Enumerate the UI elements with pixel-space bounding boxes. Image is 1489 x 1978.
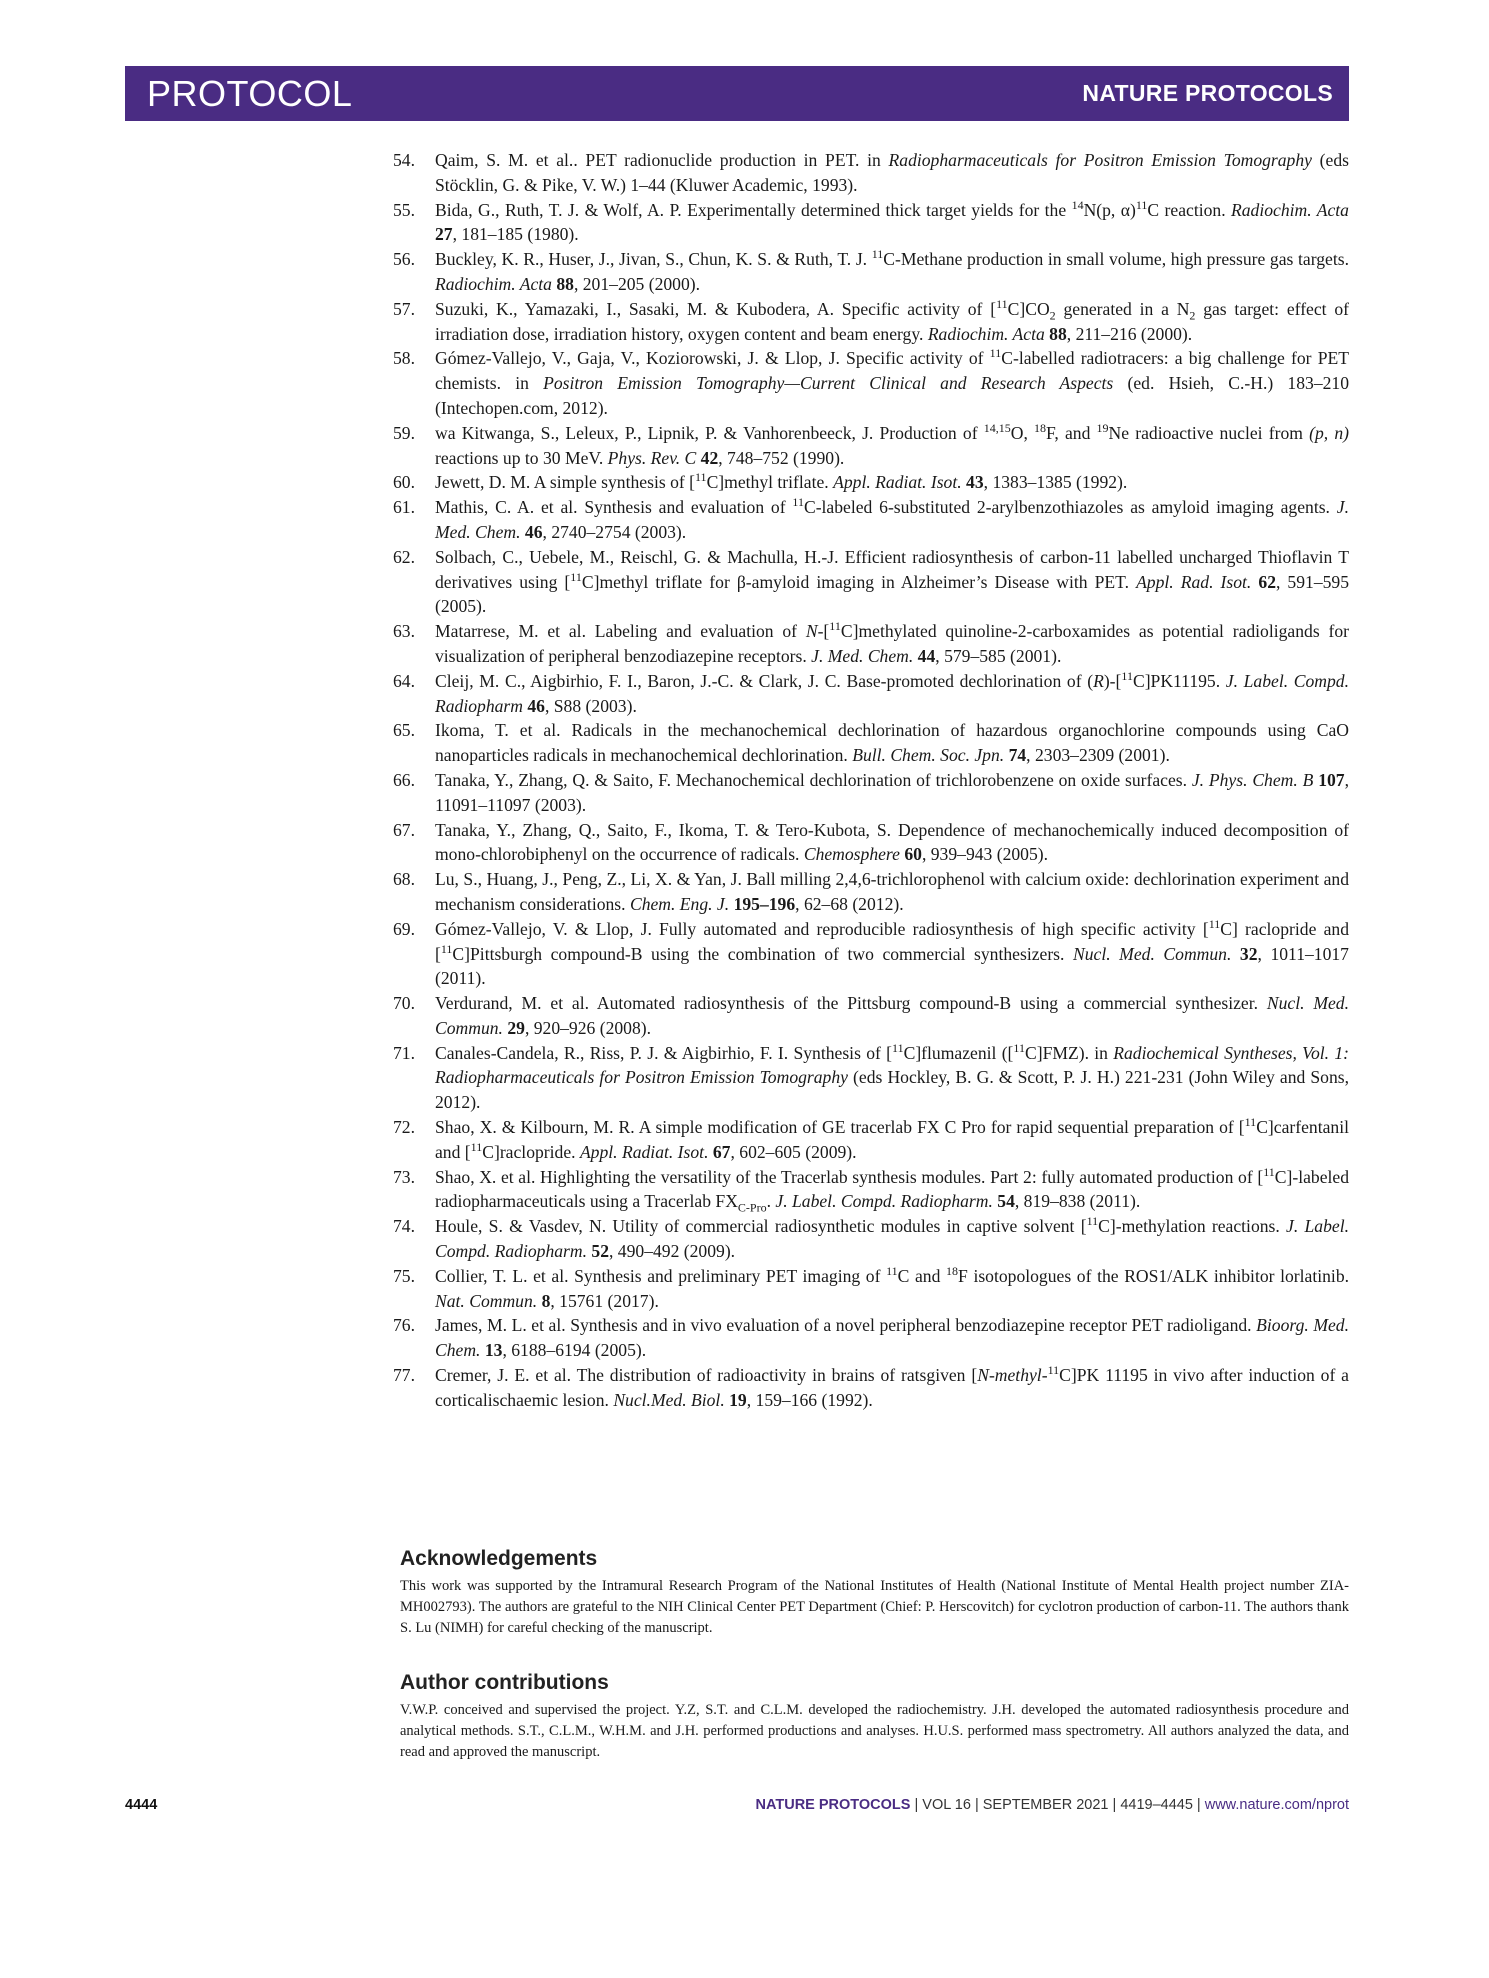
reference-number: 70. <box>393 993 415 1014</box>
reference-text: Gómez-Vallejo, V., Gaja, V., Koziorowski, J. & Llop, J. Specific activity of $^{11}$C-labelled radiotracers: a big challenge for PET chemists. in Positron Emission Tomography—Current Clinical and Research Aspects (ed. Hsieh, C.-H.) 183–210 (Intechopen.com, 2012). <box>435 346 1350 418</box>
reference-text: Lu, S., Huang, J., Peng, Z., Li, X. & Yan, J. Ball milling 2,4,6-trichlorophenol with calcium oxide: dechlorination experiment and mechanism considerations. Chem. Eng. J. 195–196, 62–68 (2012). <box>435 869 1349 914</box>
reference-text: Tanaka, Y., Zhang, Q. & Saito, F. Mechanochemical dechlorination of trichlorobenzene on oxide surfaces. J. Phys. Chem. B 107, 11091–11097 (2003). <box>435 769 1349 815</box>
header-banner <box>125 66 1349 121</box>
acknowledgements-section <box>400 1547 1349 1639</box>
reference-text: Solbach, C., Uebele, M., Reischl, G. & Machulla, H.-J. Efficient radiosynthesis of carbon-11 labelled uncharged Thioflavin T derivatives using [$^{11}$C]methyl triflate for β-amyloid imaging in Alzheimer’s Disease with PET. Appl. Rad. Isot. 62, 591–595 (2005). <box>435 546 1350 617</box>
reference-item <box>393 1214 1349 1264</box>
reference-number: 63. <box>393 621 415 642</box>
reference-item <box>393 1041 1349 1115</box>
reference-item <box>393 669 1349 719</box>
reference-item <box>393 768 1349 818</box>
reference-number: 57. <box>393 298 415 319</box>
reference-text: Ikoma, T. et al. Radicals in the mechanochemical dechlorination of hazardous organochlorine compounds using CaO nanoparticles radicals in mechanochemical dechlorination. Bull. Chem. Soc. Jpn. 74, 2303–2309 (2001). <box>435 720 1349 766</box>
reference-text: Suzuki, K., Yamazaki, I., Sasaki, M. & Kubodera, A. Specific activity of $[^{11}C]CO_2$ generated in a $N_2$ gas target: effect of irradiation dose, irradiation history, oxygen content and beam energy. Radiochim. Acta 88, 211–216 (2000). <box>435 296 1349 344</box>
reference-item <box>393 818 1349 868</box>
reference-text: Cleij, M. C., Aigbirhio, F. I., Baron, J.-C. & Clark, J. C. Base-promoted dechlorination of (R)-[$^{11}$C]PK11195. J. Label. Compd. Radiopharm 46, S88 (2003). <box>435 668 1349 716</box>
reference-number: 67. <box>393 819 415 840</box>
reference-text: Canales-Candela, R., Riss, P. J. & Aigbirhio, F. I. Synthesis of [$^{11}$C]flumazenil ([$^{11}$C]FMZ). in Radiochemical Syntheses, Vol. 1: Radiopharmaceuticals for Positron Emission Tomography (eds Hockley, B. G. & Scott, P. J. H.) 221-231 (John Wiley and Sons, 2012). <box>435 1040 1349 1113</box>
footer-journal: NATURE PROTOCOLS <box>755 1797 911 1813</box>
reference-text: Gómez-Vallejo, V. & Llop, J. Fully automated and reproducible radiosynthesis of high specific activity [$^{11}$C] raclopride and [$^{11}$C]Pittsburgh compound-B using the combination of two commercial synthesizers. Nucl. Med. Commun. 32, 1011–1017 (2011). <box>435 916 1349 989</box>
reference-item <box>393 1264 1349 1314</box>
reference-item <box>393 470 1349 495</box>
reference-item <box>393 346 1349 420</box>
reference-text: Bida, G., Ruth, T. J. & Wolf, A. P. Experimentally determined thick target yields for the $^{14}$N(p, α)$^{11}$C reaction. Radiochim. Acta 27, 181–185 (1980). <box>435 197 1349 245</box>
acknowledgements-heading: Acknowledgements <box>400 1547 598 1570</box>
reference-text: Cremer, J. E. et al. The distribution of radioactivity in brains of ratsgiven [N-methyl-$^{11}$C]PK 11195 in vivo after induction of a corticalischaemic lesion. Nucl.Med. Biol. 19, 159–166 (1992). <box>435 1363 1349 1410</box>
reference-item <box>393 619 1349 669</box>
reference-item <box>393 297 1349 347</box>
reference-number: 62. <box>393 546 415 567</box>
footer-url-link[interactable]: www.nature.com/nprot <box>1204 1797 1349 1813</box>
reference-text: Collier, T. L. et al. Synthesis and preliminary PET imaging of $^{11}$C and $^{18}$F isotopologues of the ROS1/ALK inhibitor lorlatinib. Nat. Commun. 8, 15761 (2017). <box>435 1264 1350 1311</box>
reference-list <box>393 148 1349 1413</box>
reference-item <box>393 495 1349 545</box>
reference-number: 73. <box>393 1166 415 1187</box>
reference-number: 69. <box>393 918 415 939</box>
reference-item <box>393 718 1349 768</box>
reference-text: Tanaka, Y., Zhang, Q., Saito, F., Ikoma, T. & Tero-Kubota, S. Dependence of mechanochemically induced decomposition of mono-chlorobiphenyl on the occurrence of radicals. Chemosphere 60, 939–943 (2005). <box>435 819 1349 865</box>
footer-separator: | <box>1108 1797 1121 1813</box>
author-contributions-text: V.W.P. conceived and supervised the project. Y.Z, S.T. and C.L.M. developed the radiochemistry. J.H. developed the automated radiosynthesis procedure and analytical methods. S.T., C.L.M., W.H.M. and J.H. performed productions and analyses. H.U.S. performed mass spectrometry. All authors analyzed the data, and read and approved the manuscript. <box>400 1702 1349 1760</box>
reference-number: 61. <box>393 497 415 518</box>
reference-text: Shao, X. et al. Highlighting the versatility of the Tracerlab synthesis modules. Part 2: fully automated production of [$^{11}$C]-labeled radiopharmaceuticals using a Tracerlab $FX_{C-Pro}$. J. Label. Compd. Radiopharm. 54, 819–838 (2011). <box>435 1164 1349 1215</box>
page-number: 4444 <box>125 1797 158 1813</box>
reference-number: 58. <box>393 348 415 369</box>
reference-item <box>393 421 1349 471</box>
reference-item <box>393 1363 1349 1413</box>
acknowledgements-text: This work was supported by the Intramural Research Program of the National Institutes of Health (National Institute of Mental Health project number ZIA-MH002793). The authors are grateful to the NIH Clinical Center PET Department (Chief: P. Herscovitch) for cyclotron production of carbon-11. The authors thank S. Lu (NIMH) for careful checking of the manuscript. <box>400 1578 1349 1636</box>
reference-number: 77. <box>393 1365 415 1386</box>
reference-number: 68. <box>393 869 415 890</box>
footer-pages: 4419–4445 <box>1120 1797 1193 1813</box>
reference-text: Jewett, D. M. A simple synthesis of [$^{11}$C]methyl triflate. Appl. Radiat. Isot. 43, 1383–1385 (1992). <box>435 470 1128 493</box>
reference-text: Mathis, C. A. et al. Synthesis and evaluation of $^{11}$C-labeled 6-substituted 2-arylbenzothiazoles as amyloid imaging agents. J. Med. Chem. 46, 2740–2754 (2003). <box>435 495 1349 542</box>
journal-label: NATURE PROTOCOLS <box>1082 80 1333 106</box>
reference-item <box>393 917 1349 991</box>
reference-item <box>393 198 1349 248</box>
reference-item <box>393 1115 1349 1165</box>
reference-item <box>393 247 1349 297</box>
footer-date: SEPTEMBER 2021 <box>982 1797 1109 1813</box>
footer-separator: | <box>970 1797 983 1813</box>
reference-number: 55. <box>393 199 415 220</box>
reference-item <box>393 991 1349 1041</box>
footer-separator: | <box>910 1797 923 1813</box>
section-label: PROTOCOL <box>147 72 353 114</box>
reference-number: 54. <box>393 150 415 170</box>
reference-number: 59. <box>393 422 415 443</box>
reference-number: 72. <box>393 1117 415 1138</box>
reference-text: Verdurand, M. et al. Automated radiosynthesis of the Pittsburg compound-B using a commercial synthesizer. Nucl. Med. Commun. 29, 920–926 (2008). <box>435 993 1349 1038</box>
reference-number: 66. <box>393 769 415 790</box>
footer-separator: | <box>1192 1797 1205 1813</box>
reference-number: 76. <box>393 1315 415 1336</box>
reference-text: Buckley, K. R., Huser, J., Jivan, S., Chun, K. S. & Ruth, T. J. $^{11}$C-Methane production in small volume, high pressure gas targets. Radiochim. Acta 88, 201–205 (2000). <box>435 247 1349 294</box>
reference-text: Matarrese, M. et al. Labeling and evaluation of N-[$^{11}$C]methylated quinoline-2-carboxamides as potential radioligands for visualization of peripheral benzodiazepine receptors. J. Med. Chem. 44, 579–585 (2001). <box>435 619 1349 666</box>
reference-text: Houle, S. & Vasdev, N. Utility of commercial radiosynthetic modules in captive solvent [$^{11}$C]-methylation reactions. J. Label. Compd. Radiopharm. 52, 490–492 (2009). <box>435 1214 1349 1262</box>
reference-number: 71. <box>393 1042 415 1063</box>
reference-item <box>393 1313 1349 1363</box>
footer-citation <box>756 1797 1349 1813</box>
reference-number: 60. <box>393 472 415 493</box>
author-contributions-heading: Author contributions <box>400 1671 609 1694</box>
reference-item <box>393 148 1349 198</box>
reference-number: 74. <box>393 1216 415 1237</box>
reference-number: 75. <box>393 1265 415 1286</box>
reference-item <box>393 1165 1349 1215</box>
reference-text: wa Kitwanga, S., Leleux, P., Lipnik, P. & Vanhorenbeeck, J. Production of $^{14,15}$O, $^{18}$F, and $^{19}$Ne radioactive nuclei from (p, n) reactions up to 30 MeV. Phys. Rev. C 42, 748–752 (1990). <box>435 420 1349 468</box>
footer-volume: VOL 16 <box>922 1797 971 1813</box>
reference-text: Qaim, S. M. et al.. PET radionuclide production in PET. in Radiopharmaceuticals for Positron Emission Tomography (eds Stöcklin, G. & Pike, V. W.) 1–44 (Kluwer Academic, 1993). <box>435 150 1349 195</box>
author-contributions-section <box>400 1671 1349 1763</box>
reference-text: James, M. L. et al. Synthesis and in vivo evaluation of a novel peripheral benzodiazepine receptor PET radioligand. Bioorg. Med. Chem. 13, 6188–6194 (2005). <box>435 1315 1349 1361</box>
reference-item <box>393 867 1349 917</box>
reference-number: 56. <box>393 249 415 270</box>
reference-text: Shao, X. & Kilbourn, M. R. A simple modification of GE tracerlab FX C Pro for rapid sequential preparation of [$^{11}$C]carfentanil and [$^{11}$C]raclopride. Appl. Radiat. Isot. 67, 602–605 (2009). <box>435 1115 1349 1162</box>
reference-item <box>393 545 1349 619</box>
reference-number: 64. <box>393 670 415 691</box>
reference-number: 65. <box>393 720 415 741</box>
